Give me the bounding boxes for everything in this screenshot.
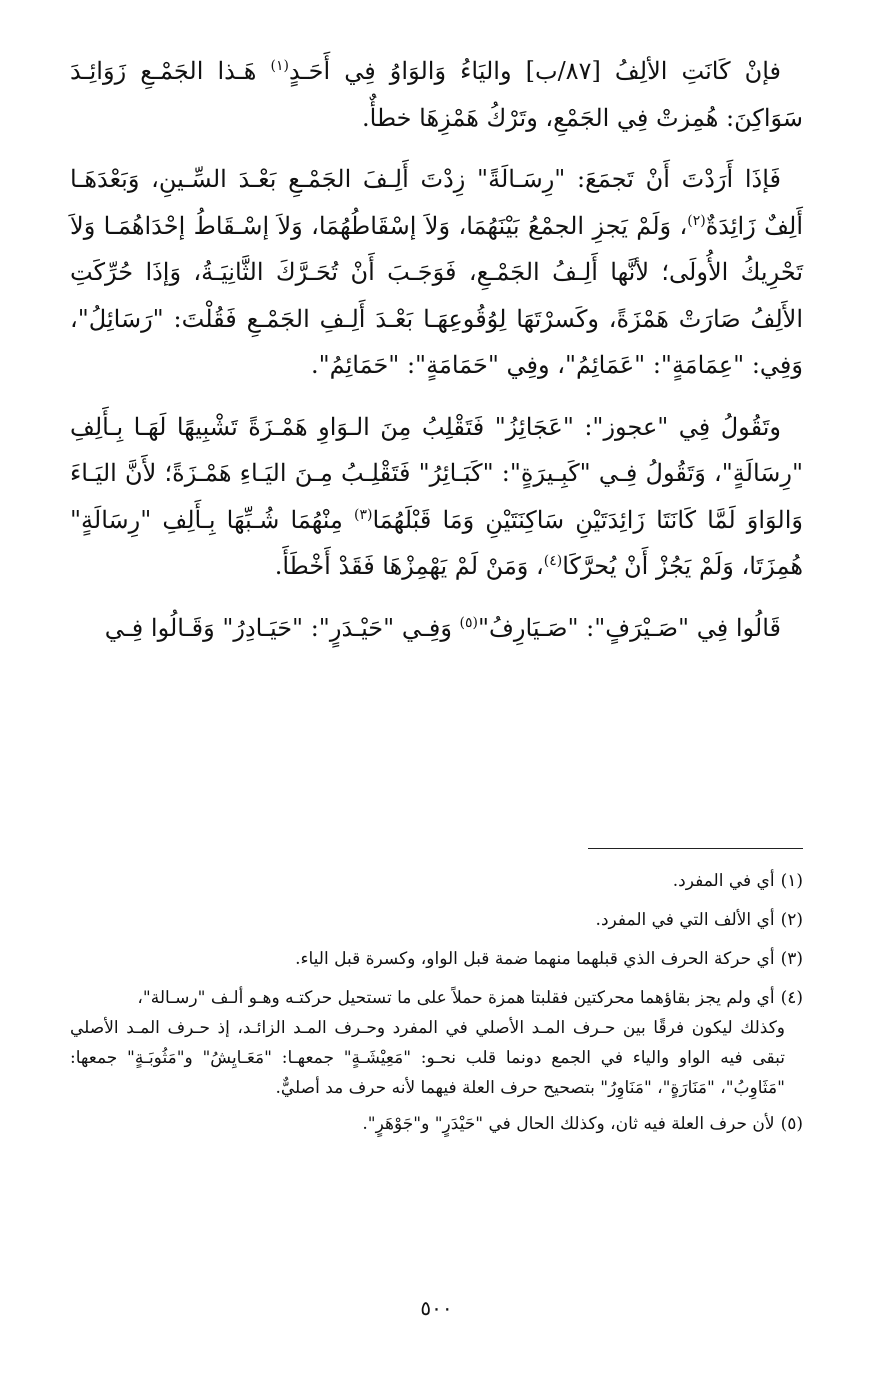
footnote-ref-4: (٤)	[543, 553, 563, 569]
footnote-continuation: وكذلك ليكون فرقًا بين حـرف المـد الأصلي في المفرد وحـرف المـد الزائـد، إذ حـرف المـد الأصلي تبقى فيه الواو والياء في الجمع دونما قلب نحـو: "مَعِيْشَـةٍ" جمعهـا: "مَعَـايِشُ" و"مَثُوبَـةٍ" جمعها: "مَثَاوِبُ"، "مَنَارَةٍ"، "مَنَاوِرُ" بتصحيح حرف العلة فيهما لأنه حرف مد أصليٌّ.	[70, 1018, 785, 1098]
paragraph-text: وَفِـي "حَيْـدَرٍ": "حَيَـادِرُ" وَقَـالُوا فِـي	[104, 613, 460, 642]
paragraph-2	[70, 156, 803, 389]
footnote-number: (٥)	[780, 1114, 803, 1134]
paragraph-text: ، وَمَنْ لَمْ يَهْمِزْهَا فَقَدْ أَخْطَأَ.	[274, 552, 544, 580]
main-text	[70, 48, 803, 651]
footnote-1	[70, 866, 803, 896]
footnote-number: (٣)	[780, 949, 803, 969]
paragraph-text: مِنْهُمَا شُـبِّهَا بِـأَلِفِ "رِسَالَةٍ" هُمِزَتَا، وَلَمْ يَجُزْ أَنْ يُحرَّكَا	[70, 505, 803, 580]
paragraph-text: وتَقُولُ فِي "عجوز": "عَجَائِزُ" فَتَقْلِبُ مِنَ الـوَاوِ هَمْـزَةً تَشْبِيهًا لَهَـا بِـأَلِفِ "رِسَالَةٍ"، وَتَقُولُ فِـي "كَبِـيرَةٍ": "كَبَـائِرُ" فَتَقْلِـبُ مِـنَ اليَـاءِ هَمْـزَةً؛ لأَنَّ اليَـاءَ وَالوَاوَ لَمَّا كَانَتَا زَائِدَتَيْنِ سَاكِنَتَيْنِ وَمَا قَبْلَهُمَا	[70, 412, 803, 534]
paragraph-text: فإنْ كَانَتِ الألِفُ [٨٧/ب] واليَاءُ وَالوَاوُ فِي أَحَـدٍ	[289, 57, 781, 85]
footnote-ref-3: (٣)	[353, 506, 373, 523]
paragraph-text: قَالُوا فِي "صَـيْرَفٍ": "صَـيَارِفُ"	[478, 613, 781, 642]
footnote-separator	[588, 848, 803, 849]
paragraph-3	[70, 404, 803, 590]
footnote-ref-1: (١)	[270, 58, 290, 74]
footnote-5	[70, 1109, 803, 1139]
footnote-4	[70, 983, 803, 1103]
paragraph-text: ، وَلَمْ يَجزِ الجمْعُ بَيْنَهُمَا، وَلاَ إسْقَاطُهُمَا، وَلاَ إسْـقَاطُ إحْدَاهُمَـا وَلاَ تَحْرِيكُ الأُولَى؛ لأنَّها أَلِـفُ الجَمْـعِ، فَوَجَـبَ أَنْ تُحَـرَّكَ الثَّانِيَـةُ، وَإذَا حُرِّكَتِ الأَلِفُ صَارَتْ هَمْزَةً، وكَسرْتَهَا لِوُقُوعِهَـا بَعْـدَ أَلِـفِ الجَمْـعِ فَقُلْتَ: "رَسَائِلُ"، وَفِي: "عِمَامَةٍ": "عَمَائِمُ"، وفِي "حَمَامَةٍ": "حَمَائِمُ".	[70, 211, 804, 379]
footnote-text: أي حركة الحرف الذي قبلهما منهما ضمة قبل الواو، وكسرة قبل الياء.	[295, 949, 775, 969]
page-number: ٥٠٠	[420, 1296, 453, 1320]
footnote-number: (٤)	[780, 988, 803, 1008]
footnote-text: أي في المفرد.	[672, 871, 775, 891]
paragraph-text: هَـذا الجَمْـعِ زَوَائِـدَ سَوَاكِنَ: هُمِزتْ فِي الجَمْعِ، وتَرْكُ هَمْزِهَا خطأٌ.	[70, 57, 803, 132]
footnote-text: أي ولم يجز بقاؤهما محركتين فقلبتا همزة حملاً على ما تستحيل حركتـه وهـو ألـف "رسـالة"،	[137, 988, 775, 1008]
paragraph-text: فَإذَا أَرَدْتَ أَنْ تَجمَعَ: "رِسَـالَةً" زِدْتَ أَلِـفَ الجَمْـعِ بَعْـدَ السِّـينِ، وَبَعْدَهَـا أَلِفٌ زَائِدَةٌ	[70, 165, 804, 240]
footnote-2	[70, 905, 803, 935]
footnotes	[70, 866, 803, 1148]
footnote-3	[70, 944, 803, 974]
footnote-number: (١)	[780, 871, 803, 891]
footnote-ref-2: (٢)	[687, 212, 706, 229]
paragraph-1	[70, 48, 803, 141]
footnote-ref-5: (٥)	[459, 614, 479, 631]
footnote-text: لأن حرف العلة فيه ثان، وكذلك الحال في "حَيْدَرٍ" و"جَوْهَرٍ".	[362, 1114, 775, 1134]
footnote-number: (٢)	[780, 910, 803, 930]
footnote-text: أي الألف التي في المفرد.	[595, 910, 775, 930]
paragraph-4	[70, 605, 803, 652]
